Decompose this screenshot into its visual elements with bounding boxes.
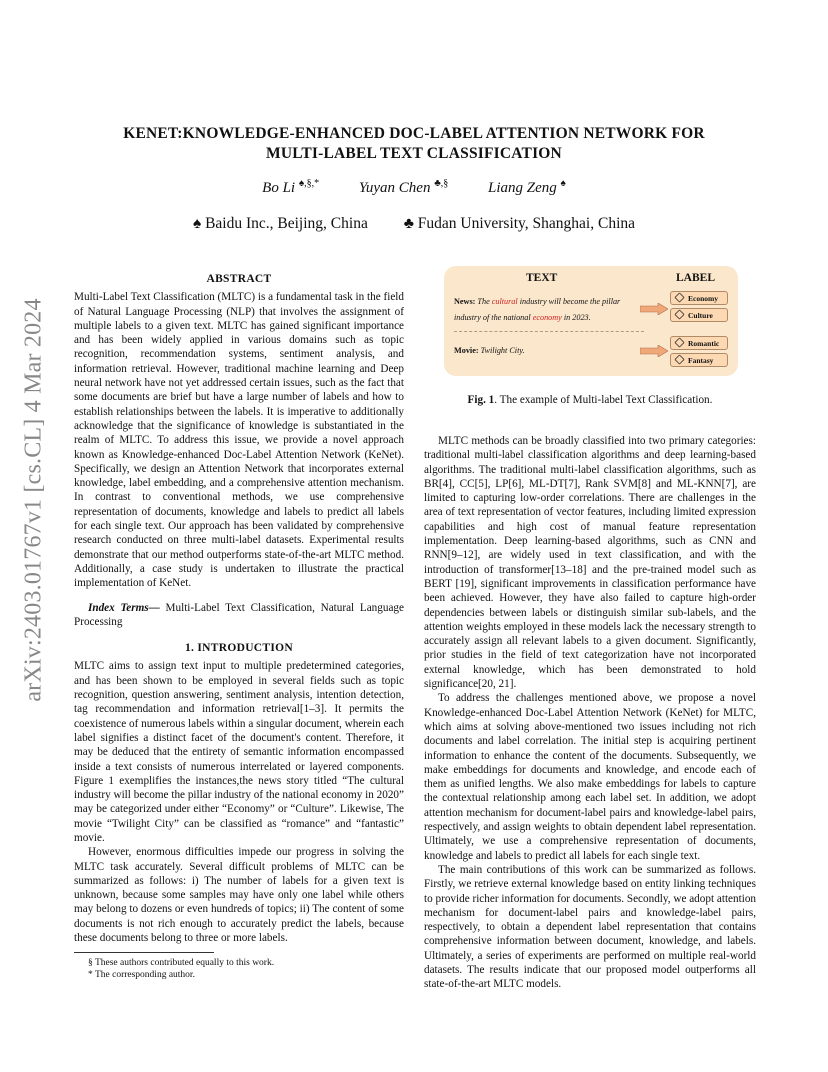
right-paragraph-1: MLTC methods can be broadly classified into two primary categories: traditional multi-label classification algorithms and deep learning-based algorithms. The traditional multi-label classification algorithms, such as BR[4], CC[5], LP[6], ML-DT[7], Rank SVM[8] and ML-KNN[7], are limited to capturing low-order correlations. There are challenges in the area of text representation of vector features, including limited expression capabilities and high cost of manual feature representation implementation. Deep learning-based algorithms, such as CNN and RNN[9–12], are widely used in text classification, and with the introduction of transformer[13–18] and the pre-trained model such as BERT [19], significant improvements in classification performance have been achieved. However, they have also failed to capture high-order dependencies between labels or distinguish similar sub-labels, and the attention weights employed in these models lack the necessary strength to accurately assign all relevant labels to a given document. Significantly, prior studies in the field of text categorization have not incorporated external knowledge, which has been demonstrated to hold significance[20, 21]. (424, 435, 756, 691)
label-chip-fantasy (670, 353, 728, 367)
tag-icon (674, 309, 684, 319)
caption-label: Fig. 1 (467, 394, 495, 406)
affiliations (74, 215, 754, 233)
chip-label: Romantic (688, 339, 720, 348)
left-column (74, 270, 404, 945)
arrow-right-icon (640, 345, 668, 357)
author (359, 180, 448, 196)
tag-icon (674, 292, 684, 302)
label-chip-romantic (670, 336, 728, 350)
chip-label: Culture (688, 311, 713, 320)
index-terms-label: Index Terms— (88, 601, 160, 614)
affiliation-symbol: ♠ (192, 215, 202, 232)
arxiv-sidebar (22, 290, 46, 710)
tag-icon (674, 337, 684, 347)
intro-heading: 1. INTRODUCTION (184, 642, 293, 655)
label-chip-culture (670, 308, 728, 322)
figure-movie-example (454, 346, 525, 355)
footnotes (74, 952, 404, 981)
footnote: * The corresponding author. (88, 970, 195, 980)
tag-icon (674, 354, 684, 364)
chip-label: Economy (688, 294, 718, 303)
highlight-word: cultural (491, 297, 518, 306)
abstract-heading: ABSTRACT (206, 273, 272, 285)
movie-text: Twilight City. (478, 346, 525, 355)
news-text: industry will become the pillar industry of the national (454, 297, 621, 322)
author-marks: ♣,§ (434, 178, 449, 189)
author-name: Yuyan Chen (358, 180, 431, 196)
intro-paragraph-1: MLTC aims to assign text input to multiple predetermined categories, and has been shown to be employed in several fields such as topic recognition, question answering, sentiment analysis, intention detection, tag recommendation and information retrieval[1–3]. It permits the coexistence of numerous labels within a singular document, wherein each label signifies a distinct facet of the document's content. Therefore, it may be deduced that the entirety of semantic information encompassed inside a text consists of numerous interrelated or layered components. Figure 1 exemplifies the instances,the news story titled “The cultural industry will become the pillar industry of the national economy in 2020” may be categorized under either “Economy” or “Culture”. Likewise, The movie “Twilight City” can be classified as “romance” and “fantastic” movie. (74, 660, 404, 844)
author (488, 180, 566, 196)
figure-divider (454, 331, 644, 332)
author-name: Bo Li (262, 180, 296, 196)
author-name: Liang Zeng (488, 180, 557, 196)
footnote-rule (74, 952, 214, 953)
author-list (74, 178, 754, 197)
right-paragraph-2: To address the challenges mentioned above, we propose a novel Knowledge-enhanced Doc-Label Attention Network (KeNet) for MLTC, which aims at solving above-mentioned two issues including not rich documents and label correlation. The initial step is acquiring pertinent information to enhance the content of the documents. Subsequently, we make embeddings for documents and knowledge, and encode each of them as unified lengths. We also make embeddings for labels to capture the contextual relationship among each label set. In addition, we adopt attention mechanism for document-label pairs and knowledge-label pairs, respectively, and assign weights to obtain dependent label representation. Ultimately, we use a comprehensive representation of documents, knowledge and labels to predict all labels for each single text. (424, 692, 756, 862)
author-marks: ♠,§,* (298, 178, 320, 189)
figure-1 (444, 266, 738, 376)
arrow-right-icon (640, 303, 668, 315)
label-chip-economy (670, 291, 728, 305)
abstract-text: Multi-Label Text Classification (MLTC) is a fundamental task in the field of Natural Language Processing (NLP) that involves the assignment of multiple labels to a given text. MLTC has gained significant importance and has been widely applied in various domains such as topic recognition, recommendation systems, sentiment analysis, and information retrieval. However, traditional machine learning and Deep neural network have not yet addressed certain issues, such as the fact that some documents are brief but have a large number of labels and how to establish relationships between the labels. It is imperative to additionally acknowledge that the significance of knowledge is substantiated in the realm of MLTC. To address this issue, we provide a novel approach known as Knowledge-enhanced Doc-Label Attention Network (KeNet). Specifically, we design an Attention Network that incorporates external knowledge, label embedding, and a comprehensive attention mechanism. In contrast to conventional methods, we use comprehensive representation of documents, knowledge and labels to predict all labels for each single text. Our approach has been validated by comprehensive research conducted on three multi-label datasets. Experimental results demonstrate that our method outperforms state-of-the-art MLTC method. Additionally, a case study is undertaken to illustrate the practical implementation of KeNet. (74, 291, 404, 590)
intro-paragraph-2: However, enormous difficulties impede our progress in solving the MLTC task accurately. Several difficult problems of MLTC can be summarized as follows: i) The number of labels for a given text is unknown, because some samples may have only one label while others may belong to dozens or even hundreds of topics; ii) The content of some documents is not rich enough to accurately predict the labels, because these documents belong to three or more labels. (74, 846, 404, 945)
figure-text-heading: TEXT (526, 272, 558, 284)
title-line-1: KENET:KNOWLEDGE-ENHANCED DOC-LABEL ATTENTION NETWORK FOR (123, 125, 705, 142)
affiliation-symbol: ♣ (403, 215, 414, 232)
news-text: The (475, 297, 492, 306)
affiliation-text: Baidu Inc., Beijing, China (205, 215, 368, 232)
index-terms (74, 601, 404, 630)
news-text: in 2023. (561, 313, 591, 322)
figure-caption (424, 394, 756, 406)
affiliation-text: Fudan University, Shanghai, China (417, 215, 636, 232)
right-paragraph-3: The main contributions of this work can be summarized as follows. Firstly, we retrieve external knowledge based on entity linking techniques to provide richer information for documents. Secondly, we adopt attention mechanism for document-label pairs and knowledge-label pairs, respectively, to obtain a dependent label representation that contains comprehensive information between document, knowledge, and labels. Ultimately, a series of experiments are performed on multiple real-world datasets. The results indicate that our proposed model outperforms all state-of-the-art MLTC models. (424, 863, 757, 991)
footnote: § These authors contributed equally to this work. (88, 958, 275, 968)
affiliation (404, 215, 635, 232)
index-terms-text: Multi-Label Text Classification, Natural Language Processing (74, 601, 404, 628)
right-column (424, 434, 756, 992)
figure-label-heading: LABEL (676, 272, 715, 284)
chip-label: Fantasy (688, 356, 714, 365)
movie-label: Movie: (454, 346, 479, 355)
news-label: News: (454, 297, 476, 306)
figure-news-example (454, 294, 640, 326)
paper-title (74, 124, 754, 164)
arxiv-identifier: arXiv:2403.01767v1 [cs.CL] 4 Mar 2024 (20, 298, 47, 702)
caption-text: . The example of Multi-label Text Classification. (494, 394, 713, 406)
highlight-word: economy (532, 313, 562, 322)
author (262, 180, 319, 196)
author-marks: ♠ (560, 178, 566, 189)
title-line-2: MULTI-LABEL TEXT CLASSIFICATION (266, 145, 562, 162)
affiliation (193, 215, 368, 232)
